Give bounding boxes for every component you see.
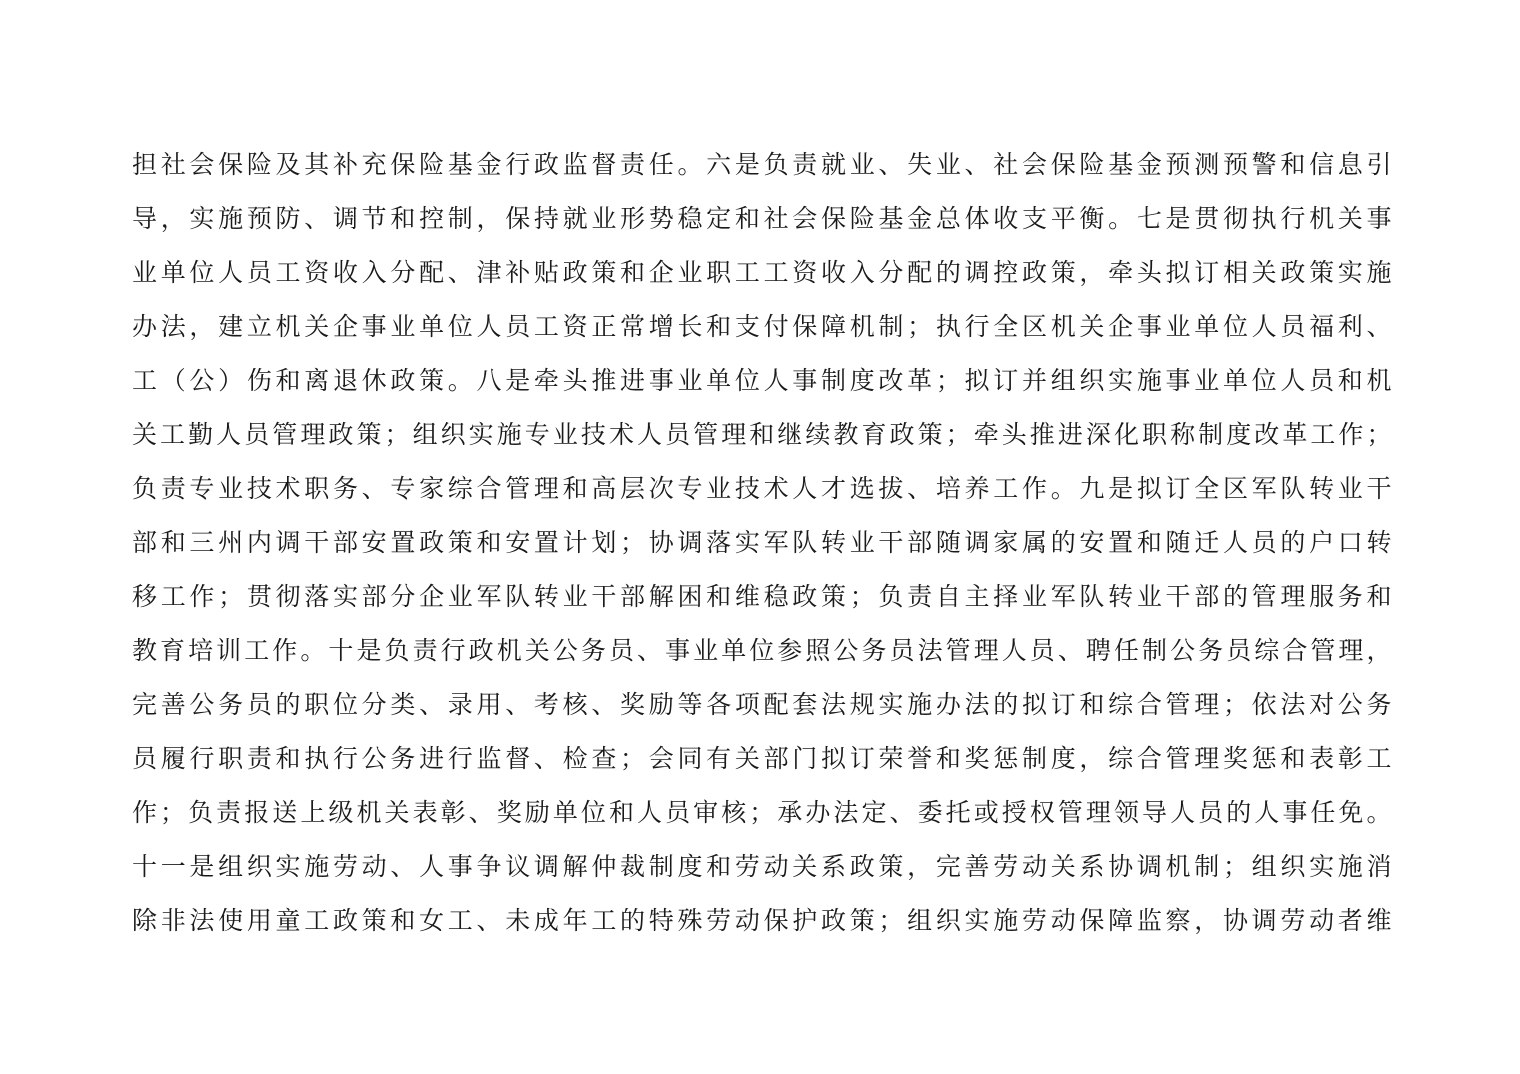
text-line: 作；负责报送上级机关表彰、奖励单位和人员审核；承办法定、委托或授权管理领导人员的人事任免。 <box>132 798 1392 827</box>
text-line: 担社会保险及其补充保险基金行政监督责任。六是负责就业、失业、社会保险基金预测预警和信息引 <box>132 150 1392 179</box>
text-line: 业单位人员工资收入分配、津补贴政策和企业职工工资收入分配的调控政策，牵头拟订相关政策实施 <box>132 258 1392 287</box>
text-line: 负责专业技术职务、专家综合管理和高层次专业技术人才选拔、培养工作。九是拟订全区军队转业干 <box>132 474 1392 503</box>
text-line: 导，实施预防、调节和控制，保持就业形势稳定和社会保险基金总体收支平衡。七是贯彻执行机关事 <box>132 204 1392 233</box>
text-line: 部和三州内调干部安置政策和安置计划；协调落实军队转业干部随调家属的安置和随迁人员的户口转 <box>132 528 1392 557</box>
text-line: 除非法使用童工政策和女工、未成年工的特殊劳动保护政策；组织实施劳动保障监察，协调劳动者维 <box>132 906 1392 935</box>
text-line: 员履行职责和执行公务进行监督、检查；会同有关部门拟订荣誉和奖惩制度，综合管理奖惩和表彰工 <box>132 744 1392 773</box>
text-line: 移工作；贯彻落实部分企业军队转业干部解困和维稳政策；负责自主择业军队转业干部的管理服务和 <box>132 582 1392 611</box>
text-line: 完善公务员的职位分类、录用、考核、奖励等各项配套法规实施办法的拟订和综合管理；依法对公务 <box>132 690 1392 719</box>
text-line: 工（公）伤和离退休政策。八是牵头推进事业单位人事制度改革；拟订并组织实施事业单位人员和机 <box>132 366 1392 395</box>
text-line: 关工勤人员管理政策；组织实施专业技术人员管理和继续教育政策；牵头推进深化职称制度改革工作； <box>132 420 1392 449</box>
text-line: 教育培训工作。十是负责行政机关公务员、事业单位参照公务员法管理人员、聘任制公务员综合管理， <box>132 636 1392 665</box>
text-line: 十一是组织实施劳动、人事争议调解仲裁制度和劳动关系政策，完善劳动关系协调机制；组织实施消 <box>132 852 1392 881</box>
body-paragraph <box>132 138 1392 948</box>
text-line: 办法，建立机关企事业单位人员工资正常增长和支付保障机制；执行全区机关企事业单位人员福利、 <box>132 312 1392 341</box>
